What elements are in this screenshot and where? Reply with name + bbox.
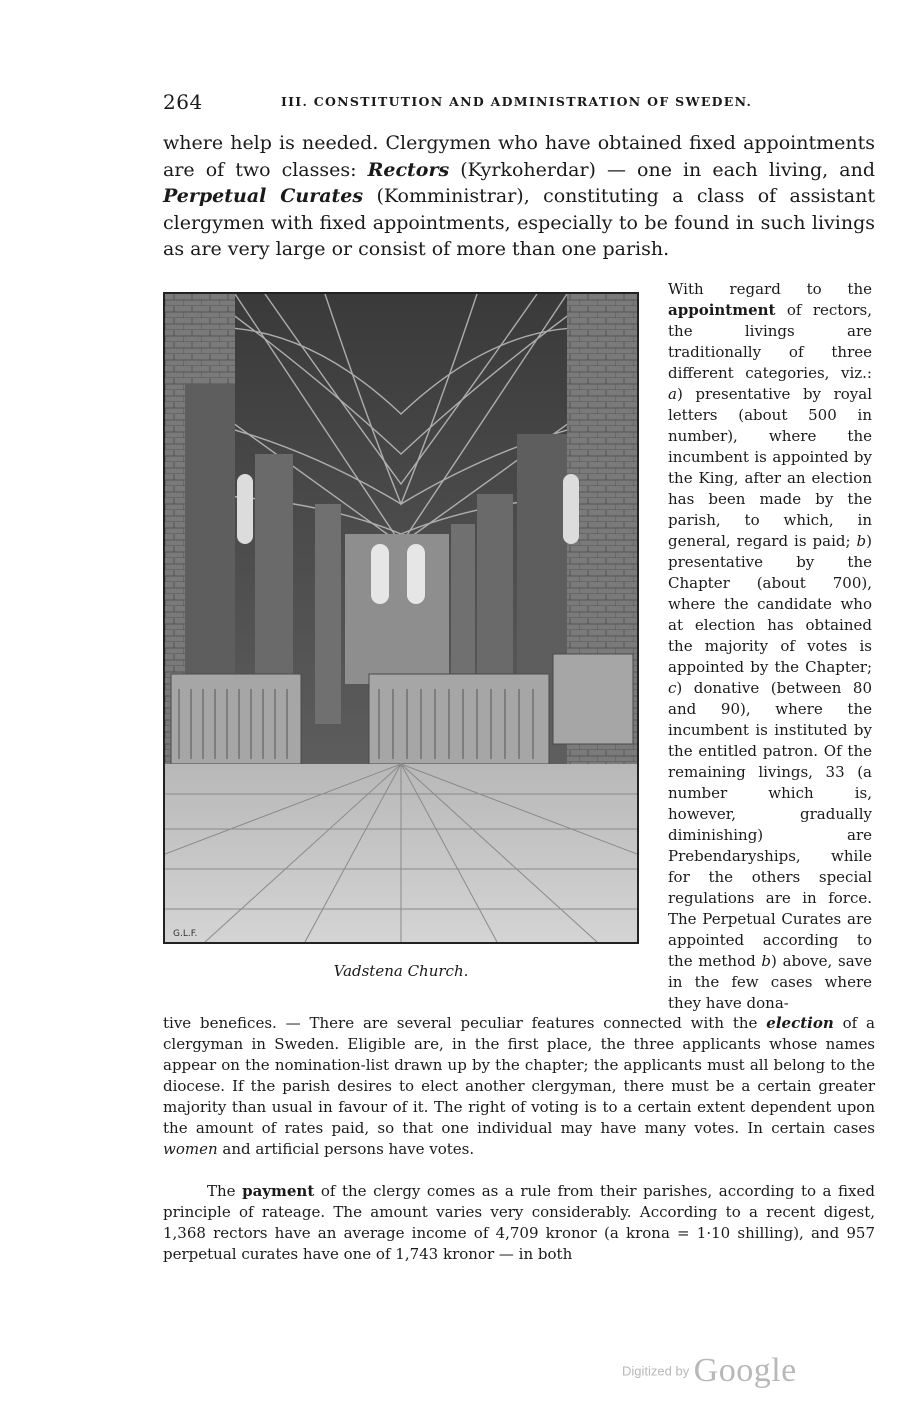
page-number: 264 xyxy=(163,90,203,114)
figure-caption: Vadstena Church. xyxy=(333,962,469,980)
item-marker-a: a xyxy=(668,385,677,403)
text: ) presentative by royal letters (about 500 in number), where the incumbent is appointed by the King, after an election has been made by the parish, to which, in general, regard is paid; xyxy=(668,385,872,550)
term-rectors: Rectors xyxy=(367,158,450,181)
text: The xyxy=(207,1182,243,1200)
text: ) donative (between 80 and 90), where the incumbent is instituted by the entitled patron. Of the remaining livings, 33 (a number which is, however, gradually diminishing) are Prebendaryships, while for the others special regulations are in force. The Perpetual Curates are appointed according to the method xyxy=(668,679,872,970)
text: ) above, save in the few cases where they have dona- xyxy=(668,952,872,1012)
text: (Komministrar), constituting a class of assistant clergymen with fixed appointments, especially to be found in such livings as are very large or consist of more than one parish. xyxy=(163,185,875,260)
term-appointment: appointment xyxy=(668,301,776,319)
text: tive benefices. — There are several peculiar features connected with the xyxy=(163,1014,767,1032)
term-payment: payment xyxy=(242,1182,315,1200)
intro-paragraph xyxy=(163,130,875,263)
side-column-text xyxy=(668,279,872,1014)
church-illustration xyxy=(163,292,639,944)
text: where help is needed. Clergymen who have obtained fixed appointments are of two classes: xyxy=(163,132,875,181)
election-paragraph xyxy=(163,1013,875,1160)
text: of rectors, the livings are traditionally of three different categories, viz.: xyxy=(668,301,872,382)
text: ) presentative by the Chapter (about 700), where the candidate who at election has obtained the majority of votes is appointed by the Chapter; xyxy=(668,532,872,676)
google-logo: Google xyxy=(693,1352,797,1389)
term-perpetual-curates: Perpetual Curates xyxy=(163,185,364,207)
digitized-watermark xyxy=(622,1352,797,1390)
payment-paragraph xyxy=(163,1181,875,1265)
text: of a clergyman in Sweden. Eligible are, in the first place, the three applicants whose names appear on the nomination-list drawn up by the chapter; the applicants must all belong to the diocese. If the parish desires to elect another clergyman, there must be a certain greater majority than usual in favour of it. The right of voting is to a certain extent dependent upon the amount of rates paid, so that one individual may have many votes. In certain cases xyxy=(163,1014,875,1137)
running-head: III. CONSTITUTION AND ADMINISTRATION OF SWEDEN. xyxy=(281,94,753,109)
engraver-mark: G.L.F. xyxy=(173,929,198,939)
watermark-prefix: Digitized by xyxy=(622,1363,690,1379)
page-header xyxy=(163,90,873,118)
text: With regard to the xyxy=(668,280,872,298)
text: and artificial persons have votes. xyxy=(217,1140,475,1158)
term-election: election xyxy=(766,1014,834,1032)
item-marker-b: b xyxy=(856,532,867,550)
item-marker-b: b xyxy=(761,952,772,970)
term-women: women xyxy=(163,1140,218,1158)
text: of the clergy comes as a rule from their parishes, according to a fixed principle of rateage. The amount varies very considerably. According to a recent digest, 1,368 rectors have an average income of 4,709 kronor (a krona = 1·10 shilling), and 957 perpetual curates have one of 1,743 kronor — in both xyxy=(163,1182,875,1263)
text: (Kyrkoherdar) — one in each living, and xyxy=(449,158,875,181)
item-marker-c: c xyxy=(668,679,677,697)
